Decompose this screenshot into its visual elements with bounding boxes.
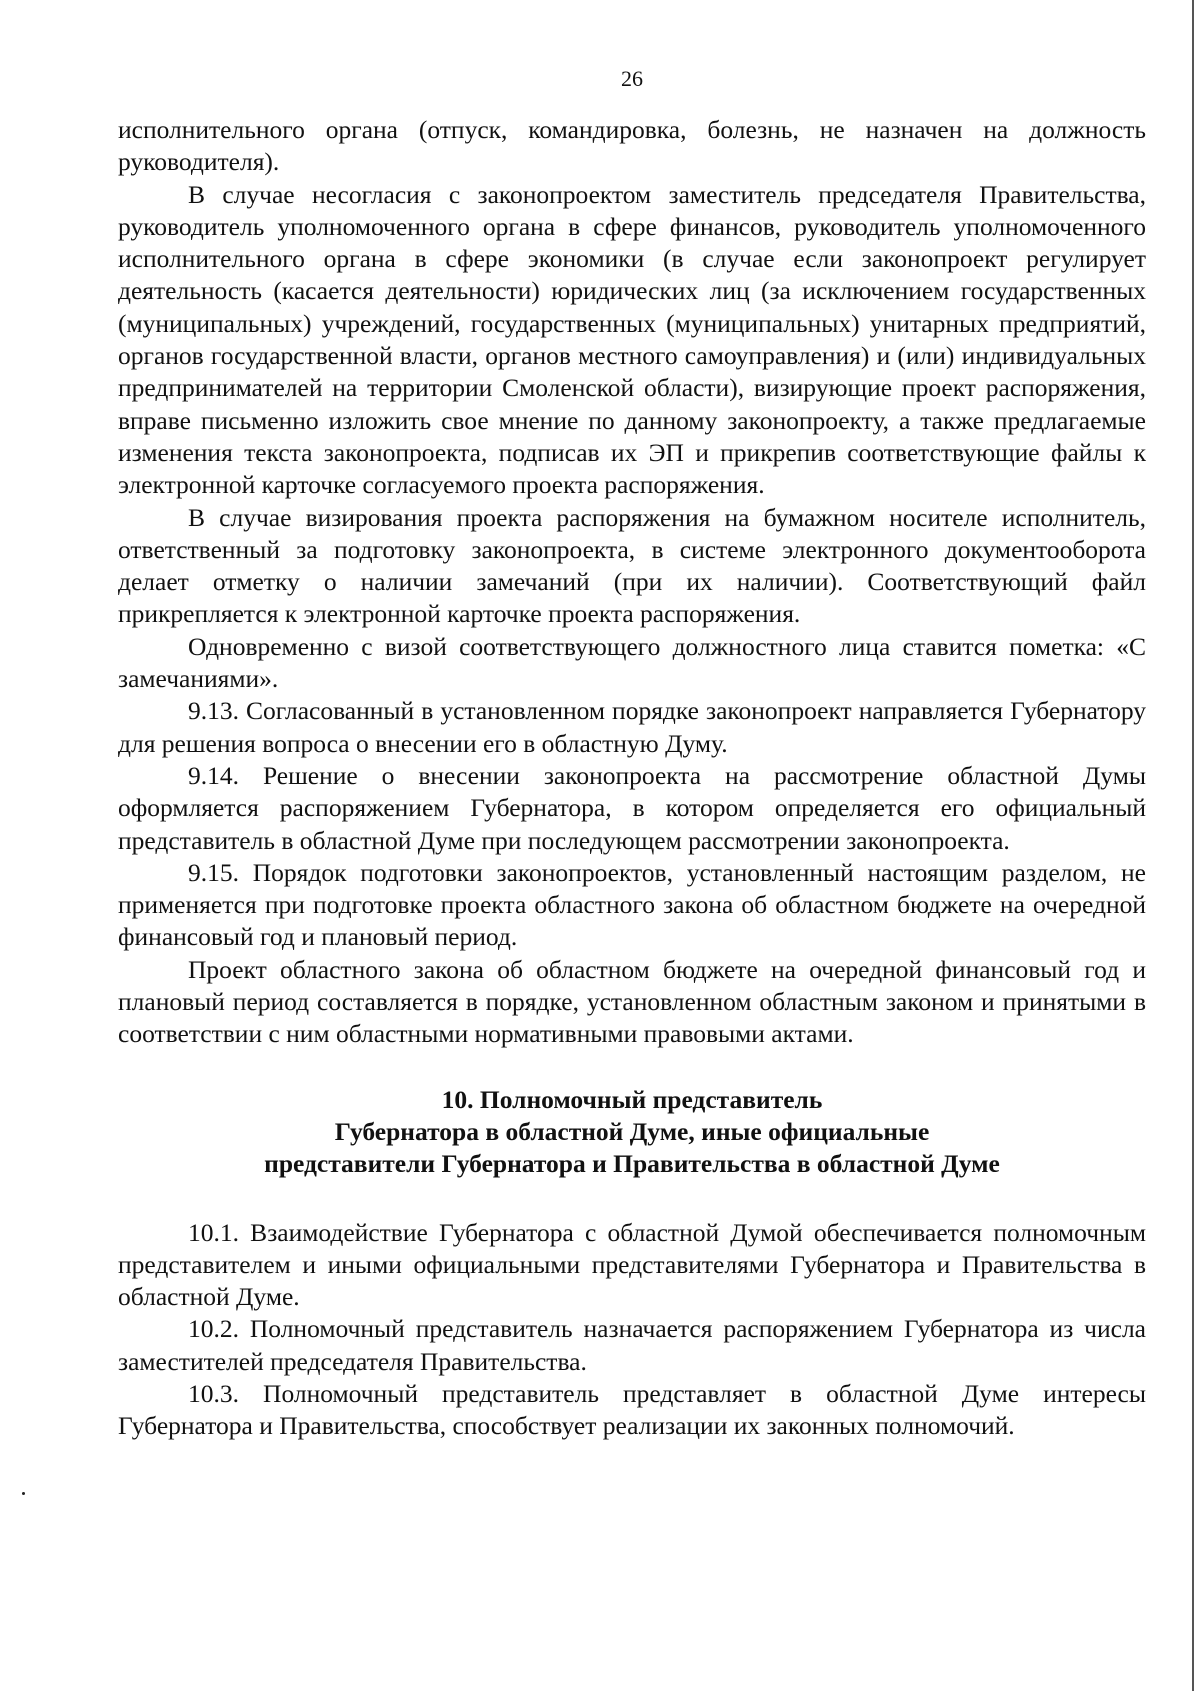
page-number: 26	[621, 66, 643, 91]
paragraph-continuation: исполнительного органа (отпуск, командировка, болезнь, не назначен на должность руководителя).	[118, 115, 1146, 177]
paragraph-remarks-mark: Одновременно с визой соответствующего должностного лица ставится пометка: «С замечаниями».	[118, 631, 1146, 694]
paragraph-9-13: 9.13. Согласованный в установленном порядке законопроект направляется Губернатору для решения вопроса о внесении его в областную Думу.	[118, 696, 1146, 758]
section-heading	[118, 1084, 1146, 1181]
paragraph-10-3: 10.3. Полномочный представитель представляет в областной Думе интересы Губернатора и Правительства, способствует реализации их законных полномочий.	[118, 1378, 1146, 1441]
section-heading-line-2: Губернатора в областной Думе, иные официальные	[334, 1116, 930, 1146]
paragraph-disagreement: В случае несогласия с законопроектом заместитель председателя Правительства, руководитель уполномоченного органа в сфере финансов, руководитель уполномоченного исполнительного органа в сфере экономики (в случае если законопроект регулирует деятельность (касается деятельности) юридических лиц (за исключением государственных (муниципальных) учреждений, государственных (муниципальных) унитарных предприятий, органов государственной власти, органов местного самоуправления) и (или) индивидуальных предпринимателей на территории Смоленской области), визирующие проект распоряжения, вправе письменно изложить свое мнение по данному законопроекту, а также предлагаемые изменения текста законопроекта, подписав их ЭП и прикрепив соответствующие файлы к электронной карточке согласуемого проекта распоряжения.	[118, 179, 1146, 500]
paragraph-paper-visa: В случае визирования проекта распоряжения на бумажном носителе исполнитель, ответственный за подготовку законопроекта, в системе электронного документооборота делает отметку о наличии замечаний (при их наличии). Соответствующий файл прикрепляется к электронной карточке проекта распоряжения.	[118, 502, 1146, 629]
section-heading-line-1: 10. Полномочный представитель	[441, 1084, 823, 1114]
margin-dot	[22, 1492, 25, 1495]
paragraph-budget-law: Проект областного закона об областном бюджете на очередной финансовый год и плановый период составляется в порядке, установленном областным законом и принятыми в соответствии с ним областными нормативными правовыми актами.	[118, 954, 1146, 1049]
paragraph-10-1: 10.1. Взаимодействие Губернатора с областной Думой обеспечивается полномочным представителем и иными официальными представителями Губернатора и Правительства в областной Думе.	[118, 1217, 1146, 1312]
scan-edge-line	[1192, 0, 1194, 1691]
paragraph-9-14: 9.14. Решение о внесении законопроекта на рассмотрение областной Думы оформляется распоряжением Губернатора, в котором определяется его официальный представитель в областной Думе при последующем рассмотрении законопроекта.	[118, 760, 1146, 855]
document-body	[118, 114, 1146, 1443]
paragraph-10-2: 10.2. Полномочный представитель назначается распоряжением Губернатора из числа заместителей председателя Правительства.	[118, 1314, 1146, 1376]
section-heading-line-3: представители Губернатора и Правительства в областной Думе	[264, 1149, 1000, 1179]
paragraph-9-15: 9.15. Порядок подготовки законопроектов, установленный настоящим разделом, не применяется при подготовке проекта областного закона об областном бюджете на очередной финансовый год и плановый период.	[118, 857, 1146, 952]
